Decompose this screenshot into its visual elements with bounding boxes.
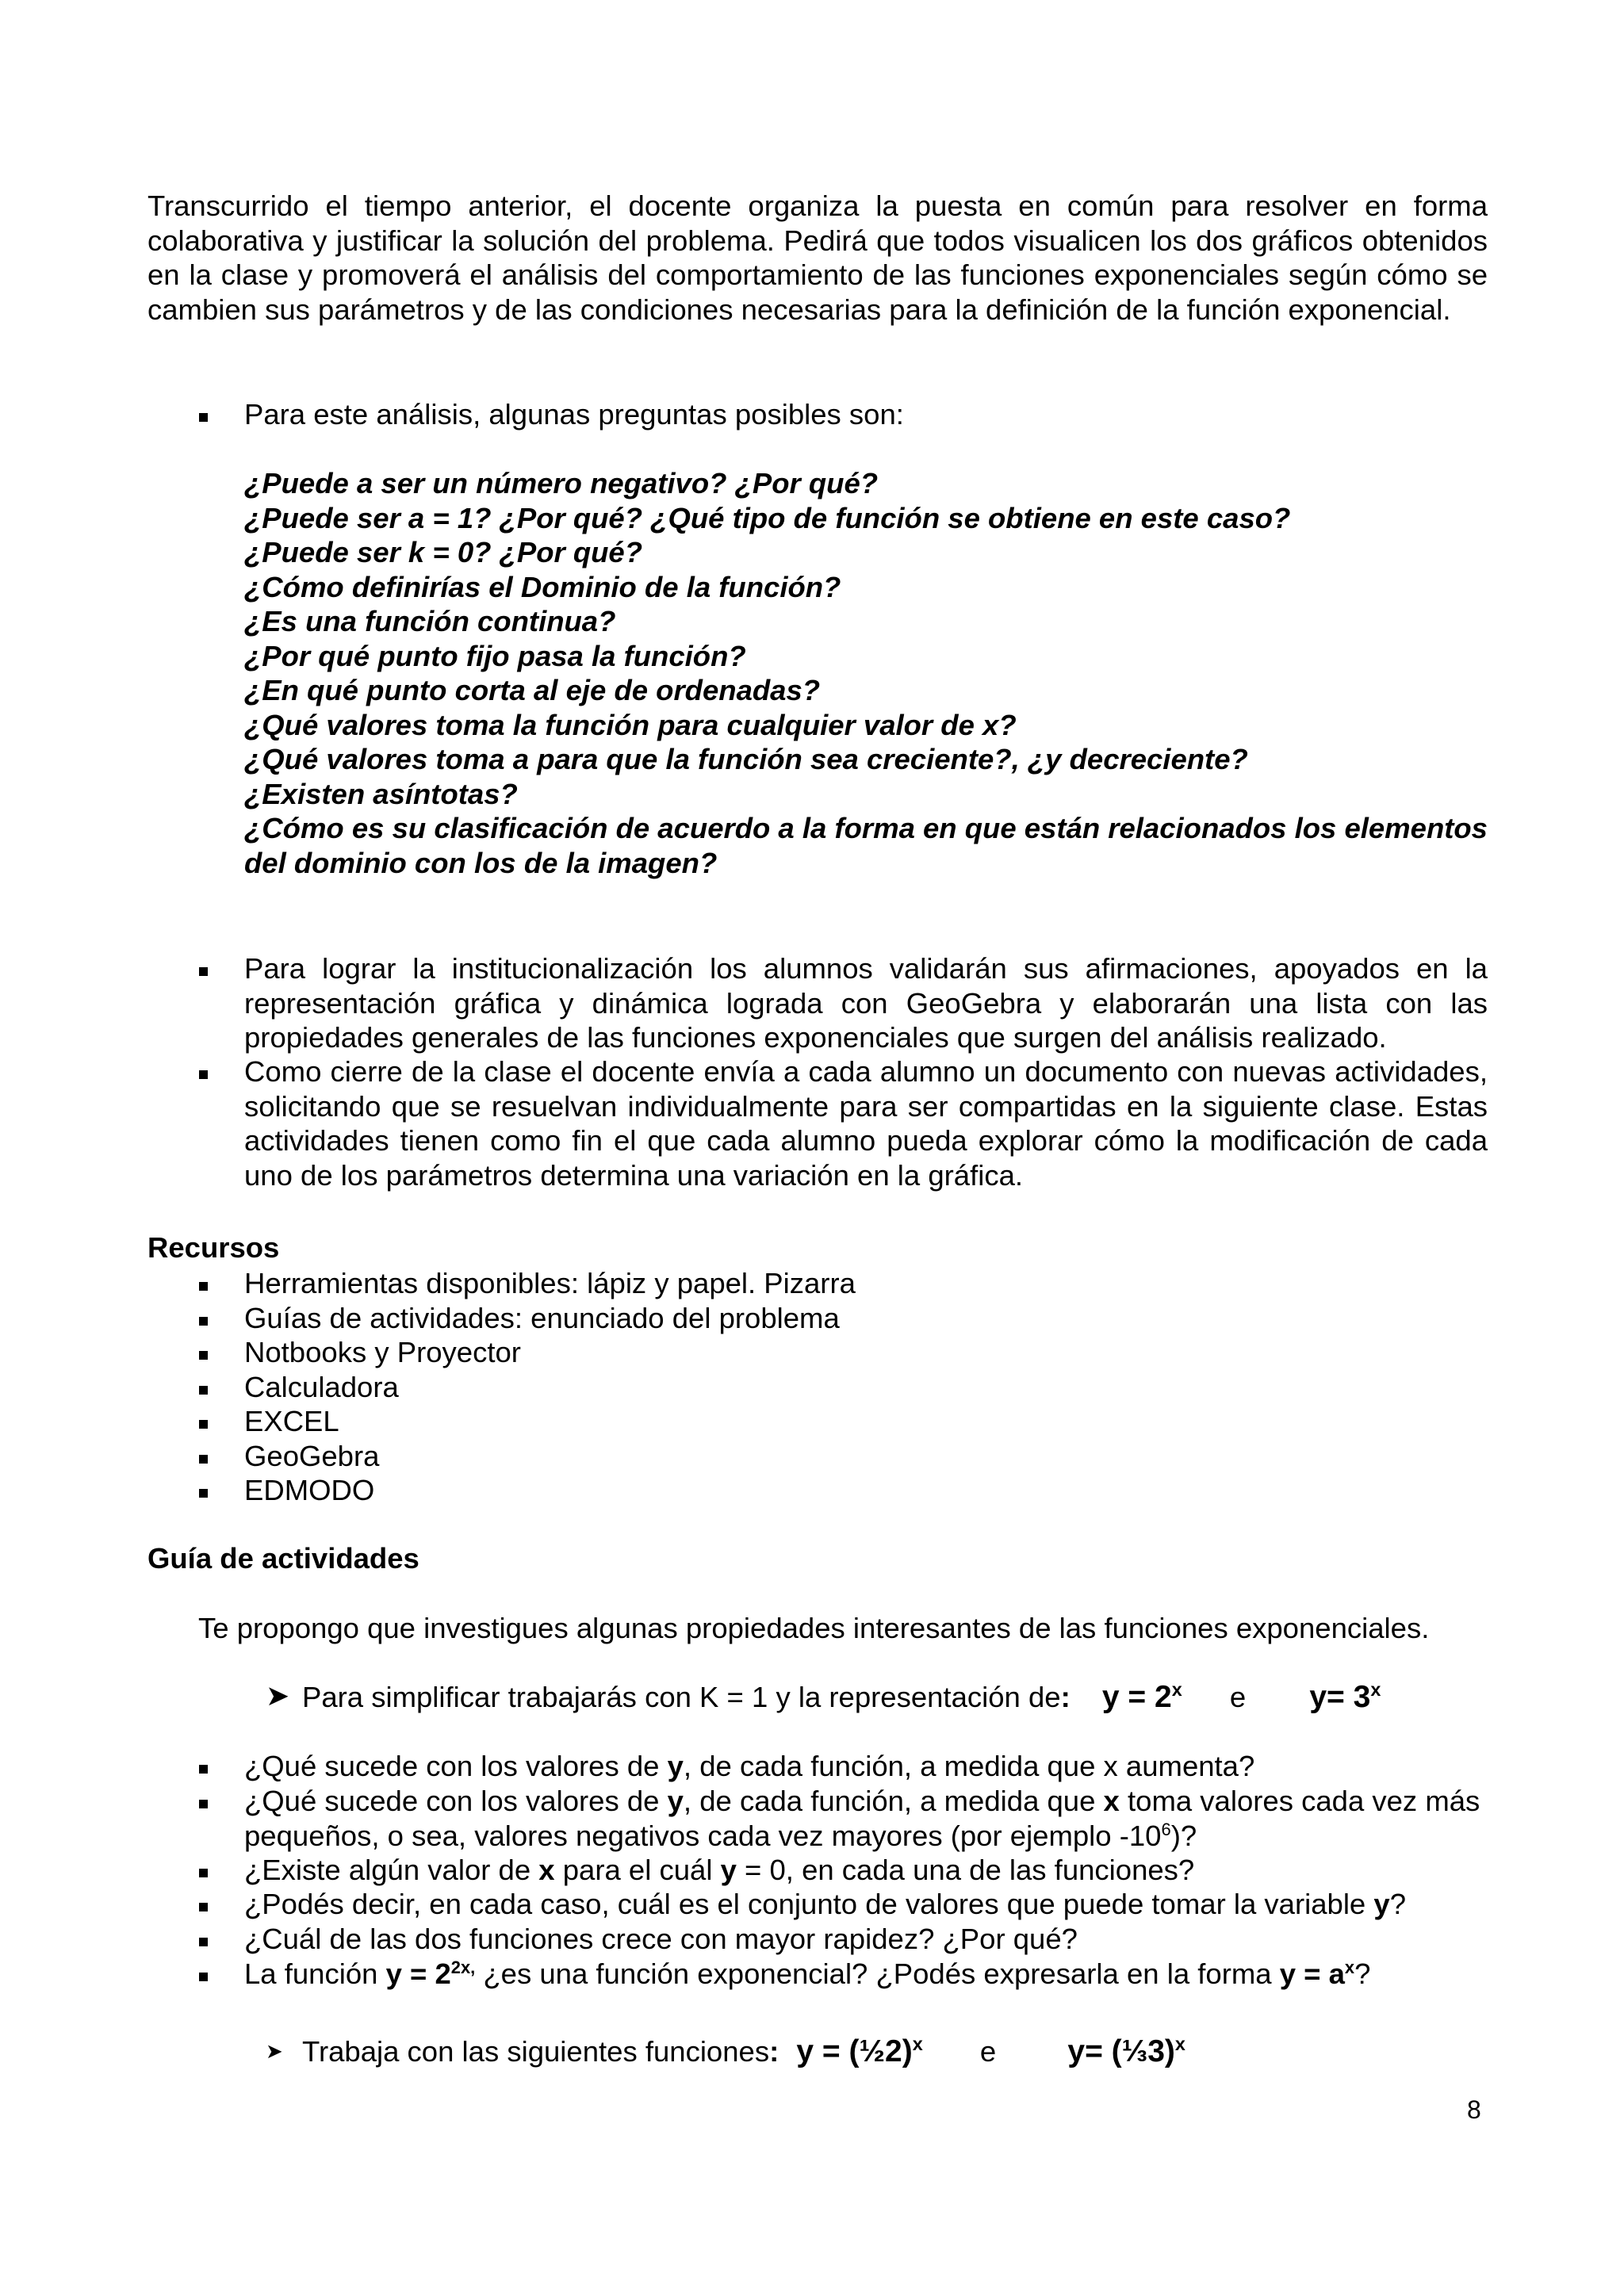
- bullet-square-icon: [199, 1869, 208, 1877]
- analysis-intro: Para este análisis, algunas preguntas posibles son:: [244, 398, 904, 430]
- text-run: ?: [1354, 1957, 1371, 1990]
- text-run: toma valores cada vez más pequeños, o sea, valores negativos cada vez mayores (por ejemplo -10: [244, 1785, 1480, 1852]
- bullet-square-icon: [199, 1800, 208, 1808]
- bullet-square-icon: [199, 1420, 208, 1429]
- resource-item: EXCEL: [244, 1405, 339, 1437]
- closing-bullet: Como cierre de la clase el docente envía a cada alumno un documento con nuevas actividades, solicitando que se resuelvan individualmente para ser compartidas en la siguiente clase. Estas actividades tienen como fin el que cada alumno pueda explorar cómo la modificación de cada uno de los parámetros determina una variación en la gráfica.: [244, 1055, 1488, 1192]
- question-item: ¿Qué valores toma la función para cualquier valor de x?: [244, 708, 1017, 741]
- variable-y: y: [667, 1750, 684, 1782]
- resource-item: Notbooks y Proyector: [244, 1336, 521, 1368]
- bullet-square-icon: [199, 1070, 208, 1079]
- resource-item: EDMODO: [244, 1474, 375, 1506]
- question-list: [244, 466, 1488, 880]
- bullet-square-icon: [199, 1903, 208, 1911]
- resource-item: Herramientas disponibles: lápiz y papel. Pizarra: [244, 1267, 856, 1299]
- formula-y-3x: [1309, 1680, 1381, 1714]
- formula-base: y = 2: [385, 1957, 451, 1990]
- text-run: ¿Podés decir, en cada caso, cuál es el conjunto de valores que puede tomar la variable: [244, 1888, 1374, 1920]
- activity-question: [244, 1887, 1488, 1922]
- text-run: La función: [244, 1957, 386, 1990]
- exponent: 2x,: [450, 1957, 476, 1977]
- bullet-square-icon: [199, 1489, 208, 1498]
- variable-x: x: [538, 1854, 555, 1886]
- bullet-square-icon: [199, 1282, 208, 1291]
- question-item: ¿En qué punto corta al eje de ordenadas?: [244, 674, 821, 706]
- text-run: ¿Existe algún valor de: [244, 1854, 539, 1886]
- bullet-square-icon: [199, 1765, 208, 1774]
- resources-heading: Recursos: [147, 1231, 280, 1264]
- text-run: ¿Qué sucede con los valores de: [244, 1785, 668, 1817]
- text-run: )?: [1170, 1819, 1197, 1852]
- formula-base: y = a: [1279, 1957, 1345, 1990]
- text-run: ¿Cuál de las dos funciones crece con mayor rapidez? ¿Por qué?: [244, 1923, 1078, 1955]
- formula-base: y = 2: [1101, 1680, 1172, 1714]
- text-run: , de cada función, a medida que x aumenta?: [683, 1750, 1255, 1782]
- resource-item: Calculadora: [244, 1371, 399, 1403]
- bullet-square-icon: [199, 1386, 208, 1395]
- closing-bullet: Para lograr la institucionalización los alumnos validarán sus afirmaciones, apoyados en la representación gráfica y dinámica lograda con GeoGebra y elaborarán una lista con las propiedades generales de las funciones exponenciales que surgen del análisis realizado.: [244, 952, 1488, 1054]
- formula-exponent: x: [1174, 2034, 1185, 2054]
- question-item: ¿Por qué punto fijo pasa la función?: [244, 639, 746, 672]
- resource-item: Guías de actividades: enunciado del problema: [244, 1302, 840, 1334]
- simplify-text: Para simplificar trabajarás con K = 1 y la representación de: [302, 1681, 1061, 1713]
- variable-x: x: [1103, 1785, 1120, 1817]
- question-item: ¿Cómo es su clasificación de acuerdo a la forma en que están relacionados los elementos del dominio con los de la imagen?: [244, 812, 1488, 879]
- bullet-square-icon: [199, 1351, 208, 1360]
- work-colon: :: [769, 2035, 779, 2068]
- guide-intro: Te propongo que investigues algunas propiedades interesantes de las funciones exponenciales.: [198, 1612, 1430, 1644]
- bullet-square-icon: [199, 1973, 208, 1981]
- text-run: para el cuál: [554, 1854, 721, 1886]
- variable-y: y: [1373, 1888, 1390, 1920]
- variable-y: y: [667, 1785, 684, 1817]
- bullet-square-icon: [199, 1455, 208, 1464]
- text-run: = 0, en cada una de las funciones?: [736, 1854, 1195, 1886]
- formula-base: y= 3: [1309, 1680, 1371, 1714]
- formula-exponent: x: [1171, 1679, 1182, 1700]
- bullet-square-icon: [199, 413, 208, 422]
- question-item: ¿Existen asíntotas?: [244, 777, 518, 810]
- text-run: ¿Qué sucede con los valores de: [244, 1750, 668, 1782]
- arrow-bullet-icon: ➤: [266, 1679, 290, 1712]
- formula-y-half-x: [796, 2034, 922, 2068]
- formula-y-third-x: [1067, 2034, 1185, 2068]
- formula-base: y = (½2): [796, 2034, 913, 2068]
- bullet-square-icon: [199, 967, 208, 976]
- exponent: x: [1344, 1957, 1355, 1977]
- activity-question: [244, 1784, 1488, 1853]
- formula-exponent: x: [912, 2034, 923, 2054]
- question-item: ¿Cómo definirías el Dominio de la función?: [244, 570, 841, 603]
- text-run: ¿es una función exponencial? ¿Podés expresarla en la forma: [475, 1957, 1280, 1990]
- question-item: ¿Es una función continua?: [244, 605, 616, 637]
- question-item: ¿Qué valores toma a para que la función sea creciente?, ¿y decreciente?: [244, 743, 1248, 775]
- formula-y-2x: [1102, 1680, 1182, 1714]
- exponent: 6: [1161, 1819, 1171, 1839]
- text-run: ?: [1389, 1888, 1406, 1920]
- bullet-square-icon: [199, 1317, 208, 1326]
- activity-question: [244, 1957, 1488, 1992]
- intro-paragraph: Transcurrido el tiempo anterior, el docente organiza la puesta en común para resolver en forma colaborativa y justificar la solución del problema. Pedirá que todos visualicen los dos gráficos obtenidos en la clase y promoverá el análisis del comportamiento de las funciones exponenciales según cómo se cambien sus parámetros y de las condiciones necesarias para la definición de la función exponencial.: [147, 189, 1488, 326]
- activity-question: [244, 1922, 1488, 1957]
- simplify-colon: :: [1060, 1681, 1071, 1713]
- work-item: [302, 2034, 1185, 2069]
- activity-question: [244, 1749, 1488, 1784]
- variable-y: y: [720, 1854, 737, 1886]
- conjunction-e: e: [979, 2035, 997, 2068]
- question-item: ¿Puede ser k = 0? ¿Por qué?: [244, 536, 643, 568]
- arrow-bullet-icon: ➤: [266, 2039, 283, 2063]
- bullet-square-icon: [199, 1938, 208, 1946]
- question-item: ¿Puede a ser un número negativo? ¿Por qué?: [244, 467, 879, 499]
- formula-exponent: x: [1370, 1679, 1381, 1700]
- simplify-item: [302, 1680, 1381, 1715]
- activity-question: [244, 1853, 1488, 1888]
- guide-heading: Guía de actividades: [147, 1542, 419, 1575]
- question-item: ¿Puede ser a = 1? ¿Por qué? ¿Qué tipo de función se obtiene en este caso?: [244, 501, 1291, 534]
- conjunction-e: e: [1229, 1681, 1247, 1713]
- text-run: , de cada función, a medida que: [683, 1785, 1104, 1817]
- formula-base: y= (⅓3): [1067, 2034, 1175, 2068]
- work-text: Trabaja con las siguientes funciones: [302, 2035, 770, 2068]
- resource-item: GeoGebra: [244, 1440, 380, 1472]
- page-number: 8: [1467, 2095, 1481, 2124]
